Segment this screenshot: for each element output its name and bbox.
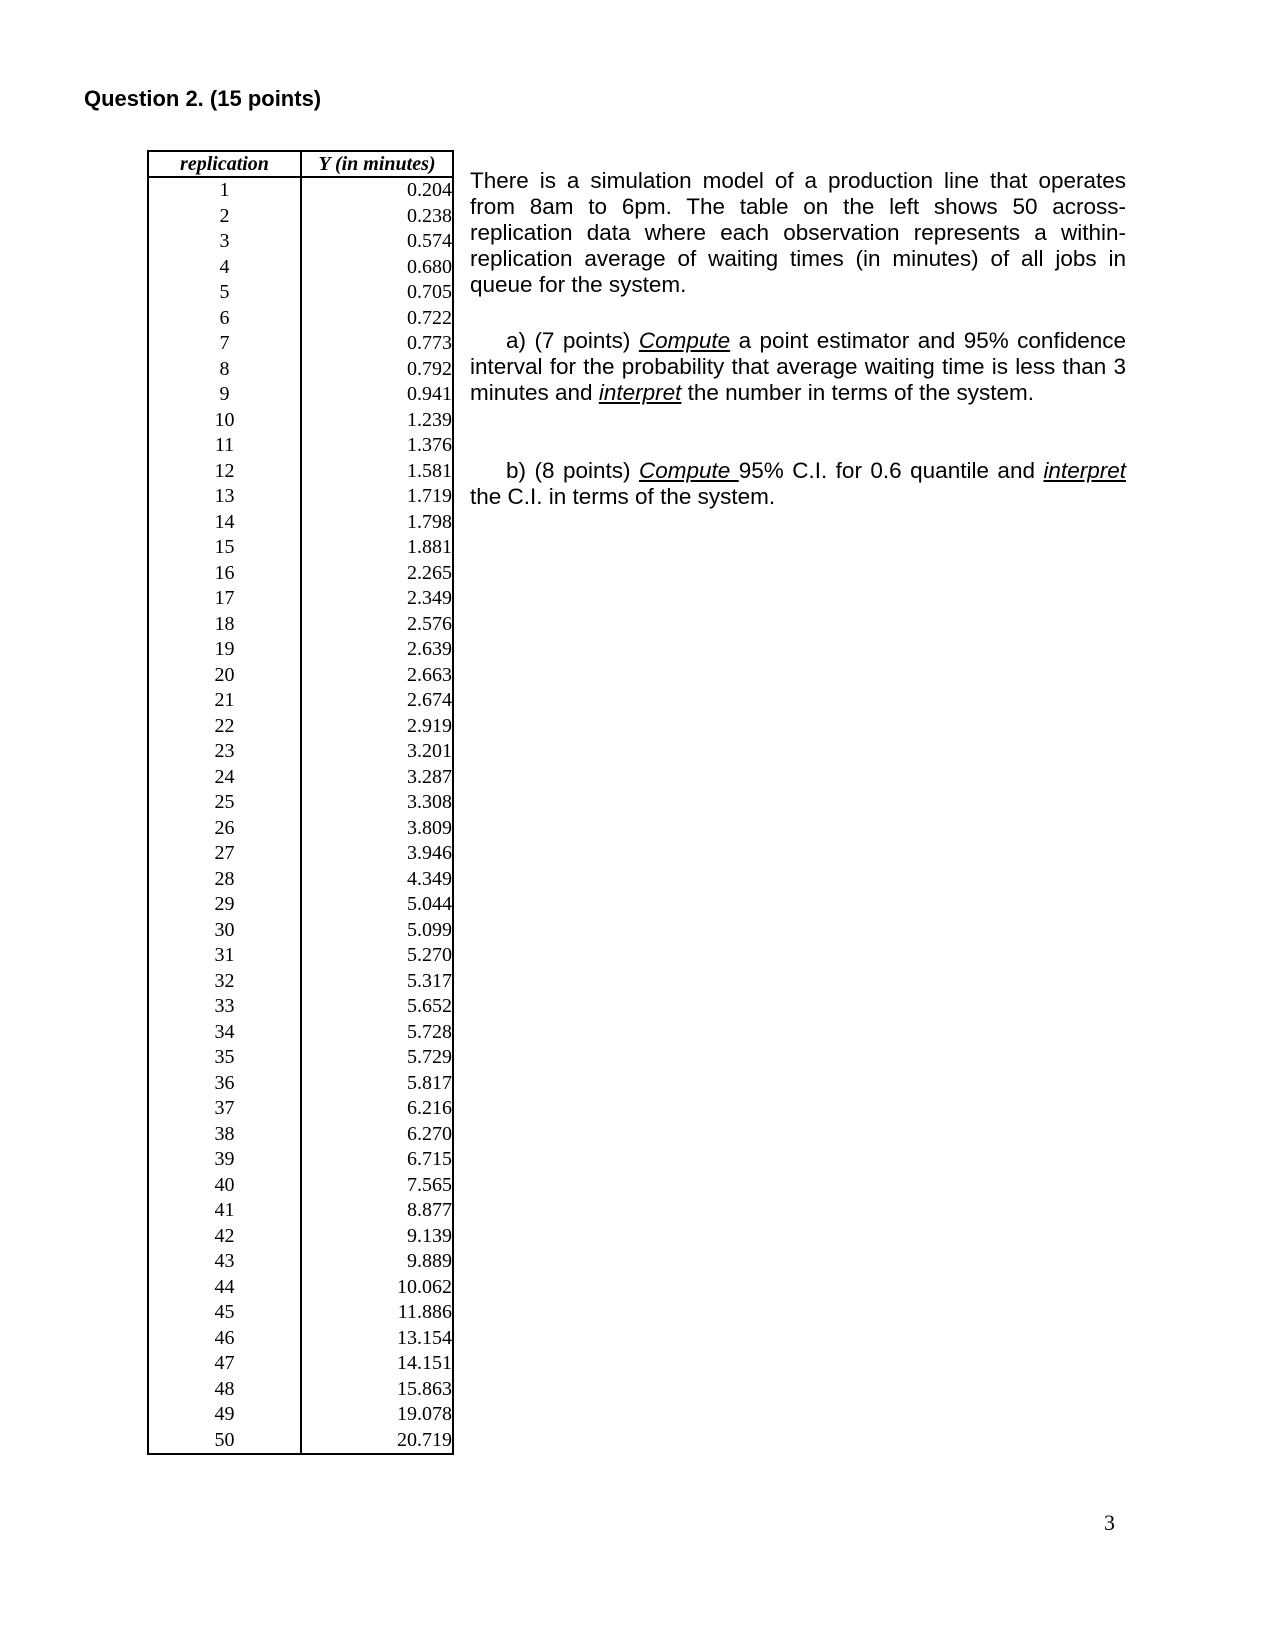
replication-cell: 45 [214,1301,235,1324]
y-value-cell: 19.078 [301,1402,453,1428]
column-header-y: Y (in minutes) [301,151,453,177]
table-row [148,1020,453,1046]
y-value-cell: 11.886 [301,1300,453,1326]
replication-cell: 41 [214,1199,235,1222]
table-row [148,1147,453,1173]
y-value-cell: 5.728 [301,1020,453,1046]
part-b-prefix: b) (8 points) [506,458,639,483]
y-value-cell: 9.889 [301,1249,453,1275]
replication-cell: 48 [214,1377,235,1400]
table-row [148,739,453,765]
data-table [147,150,454,1455]
replication-cell: 38 [214,1122,235,1145]
part-b-middle: 95% C.I. for 0.6 quantile and [738,458,1044,483]
y-value-cell: 1.719 [301,484,453,510]
replication-cell: 15 [214,536,235,559]
y-value-cell: 5.817 [301,1071,453,1097]
table-row [148,841,453,867]
table-row [148,484,453,510]
table-row [148,1045,453,1071]
y-value-cell: 10.062 [301,1275,453,1301]
part-b-paragraph [470,458,1126,510]
replication-cell: 10 [214,408,235,431]
replication-cell: 49 [214,1403,235,1426]
y-value-cell: 5.044 [301,892,453,918]
table-body [148,177,453,1454]
y-value-cell: 8.877 [301,1198,453,1224]
table-row [148,1071,453,1097]
part-a-compute: Compute [638,328,731,353]
replication-cell: 9 [219,383,230,406]
replication-cell: 27 [214,842,235,865]
table-row [148,994,453,1020]
table-row [148,663,453,689]
y-value-cell: 9.139 [301,1224,453,1250]
table-row [148,765,453,791]
table-row [148,612,453,638]
table-header-row [148,151,453,177]
table-row [148,1351,453,1377]
table-row [148,1249,453,1275]
table-row [148,1402,453,1428]
replication-cell: 1 [219,179,230,202]
y-value-cell: 1.798 [301,510,453,536]
y-value-cell: 0.204 [301,177,453,204]
replication-cell: 11 [214,434,235,457]
replication-cell: 13 [214,485,235,508]
table-row [148,1198,453,1224]
replication-cell: 30 [214,918,235,941]
y-value-cell: 2.663 [301,663,453,689]
y-value-cell: 0.574 [301,229,453,255]
table-row [148,1300,453,1326]
replication-cell: 25 [214,791,235,814]
y-value-cell: 5.270 [301,943,453,969]
y-value-cell: 3.287 [301,765,453,791]
table-row [148,637,453,663]
replication-cell: 6 [219,306,230,329]
table-row [148,433,453,459]
replication-cell: 8 [219,357,230,380]
table-row [148,688,453,714]
y-value-cell: 3.308 [301,790,453,816]
y-value-cell: 1.239 [301,408,453,434]
table-row [148,357,453,383]
table-row [148,535,453,561]
table-row [148,331,453,357]
question-heading: Question 2. (15 points) [84,86,322,111]
replication-cell: 31 [214,944,235,967]
table-row [148,1428,453,1455]
y-value-cell: 6.216 [301,1096,453,1122]
table-row [148,1173,453,1199]
replication-cell: 42 [214,1224,235,1247]
replication-cell: 16 [214,561,235,584]
replication-cell: 44 [214,1275,235,1298]
replication-cell: 14 [214,510,235,533]
replication-cell: 26 [214,816,235,839]
y-value-cell: 13.154 [301,1326,453,1352]
table-row [148,255,453,281]
part-b-compute: Compute [638,458,739,483]
y-value-cell: 5.317 [301,969,453,995]
part-b-interpret: interpret [1043,458,1126,483]
part-a-prefix: a) (7 points) [506,328,639,353]
y-value-cell: 20.719 [301,1428,453,1455]
part-a-suffix: the number in terms of the system. [681,380,1035,405]
replication-cell: 46 [214,1326,235,1349]
replication-cell: 37 [214,1097,235,1120]
y-value-cell: 3.946 [301,841,453,867]
table-row [148,918,453,944]
y-value-cell: 5.652 [301,994,453,1020]
y-value-cell: 5.099 [301,918,453,944]
y-value-cell: 6.715 [301,1147,453,1173]
table-row [148,943,453,969]
replication-cell: 12 [214,459,235,482]
y-value-cell: 2.349 [301,586,453,612]
y-value-cell: 14.151 [301,1351,453,1377]
replication-cell: 36 [214,1071,235,1094]
table-row [148,382,453,408]
y-value-cell: 0.941 [301,382,453,408]
replication-cell: 3 [219,230,230,253]
replication-cell: 50 [214,1428,235,1451]
y-value-cell: 6.270 [301,1122,453,1148]
replication-cell: 23 [214,740,235,763]
y-value-cell: 0.238 [301,204,453,230]
y-value-cell: 1.581 [301,459,453,485]
table-row [148,1122,453,1148]
replication-cell: 47 [214,1352,235,1375]
replication-cell: 29 [214,893,235,916]
y-value-cell: 0.680 [301,255,453,281]
y-value-cell: 0.792 [301,357,453,383]
table-row [148,1377,453,1403]
replication-cell: 5 [219,281,230,304]
y-value-cell: 0.773 [301,331,453,357]
table-row [148,280,453,306]
replication-cell: 32 [214,969,235,992]
table-row [148,714,453,740]
replication-cell: 43 [214,1250,235,1273]
replication-cell: 17 [214,587,235,610]
table-row [148,867,453,893]
table-row [148,969,453,995]
table-row [148,1224,453,1250]
y-value-cell: 15.863 [301,1377,453,1403]
part-a-paragraph [470,328,1126,406]
y-value-cell: 0.722 [301,306,453,332]
table-row [148,204,453,230]
replication-cell: 34 [214,1020,235,1043]
replication-cell: 7 [219,332,230,355]
table-row [148,586,453,612]
replication-cell: 40 [214,1173,235,1196]
column-header-replication: replication [148,151,301,177]
replication-cell: 24 [214,765,235,788]
y-value-cell: 4.349 [301,867,453,893]
replication-cell: 2 [219,204,230,227]
table-row [148,229,453,255]
replication-cell: 28 [214,867,235,890]
replication-cell: 39 [214,1148,235,1171]
table-row [148,306,453,332]
part-b-suffix: the C.I. in terms of the system. [470,484,776,509]
y-value-cell: 5.729 [301,1045,453,1071]
table-row [148,408,453,434]
y-value-cell: 2.919 [301,714,453,740]
table-row [148,1326,453,1352]
replication-cell: 19 [214,638,235,661]
replication-cell: 21 [214,689,235,712]
y-value-cell: 3.201 [301,739,453,765]
part-a-interpret: interpret [598,380,682,405]
replication-cell: 18 [214,612,235,635]
replication-cell: 22 [214,714,235,737]
y-value-cell: 2.265 [301,561,453,587]
y-value-cell: 2.674 [301,688,453,714]
y-value-cell: 2.639 [301,637,453,663]
part-a-middle: a point estimator and 95% confidence interval for the probability that average waiting time is less than 3 minutes and [470,328,1126,405]
table-row [148,790,453,816]
replication-cell: 35 [214,1046,235,1069]
table-row [148,510,453,536]
y-value-cell: 0.705 [301,280,453,306]
intro-paragraph: There is a simulation model of a production line that operates from 8am to 6pm. The table on the left shows 50 across-replication data where each observation represents a within-replication average of waiting times (in minutes) of all jobs in queue for the system. [470,168,1126,297]
y-value-cell: 2.576 [301,612,453,638]
replication-cell: 4 [219,255,230,278]
table-row [148,1275,453,1301]
table-row [148,816,453,842]
page-number: 3 [1104,1510,1115,1535]
y-value-cell: 7.565 [301,1173,453,1199]
y-value-cell: 1.376 [301,433,453,459]
table-row [148,1096,453,1122]
table-row [148,177,453,204]
y-value-cell: 3.809 [301,816,453,842]
replication-cell: 20 [214,663,235,686]
replication-cell: 33 [214,995,235,1018]
table-row [148,561,453,587]
y-value-cell: 1.881 [301,535,453,561]
table-row [148,892,453,918]
table-row [148,459,453,485]
